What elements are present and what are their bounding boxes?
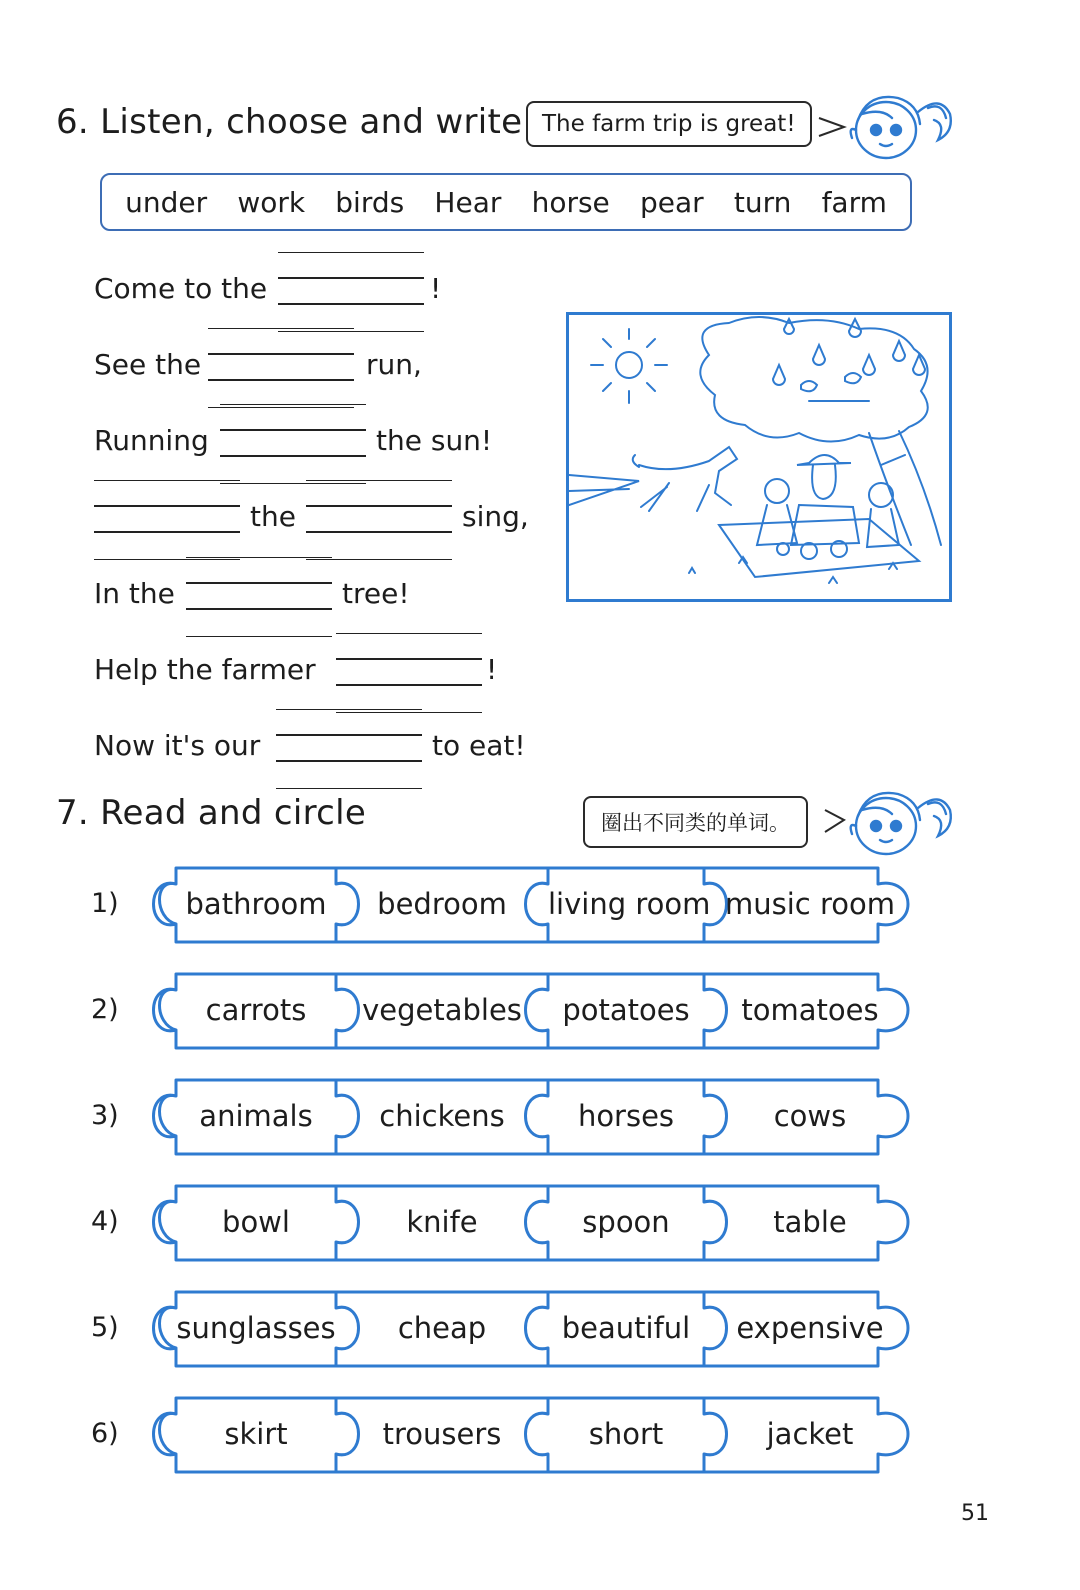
poem-line-5-end: tree!	[342, 577, 410, 610]
word-bank	[100, 173, 912, 231]
word-option[interactable]: sunglasses	[176, 1311, 336, 1345]
word-option[interactable]: animals	[199, 1099, 313, 1133]
poem-line-6-text: Help the farmer	[94, 653, 316, 686]
page-number: 51	[961, 1501, 989, 1526]
row-number: 6)	[91, 1418, 119, 1449]
puzzle-row	[0, 1396, 1080, 1476]
word-bank-item: work	[237, 185, 306, 219]
puzzle-row	[0, 1078, 1080, 1158]
word-option[interactable]: bathroom	[185, 887, 327, 921]
poem-line-3-end: the sun!	[376, 424, 493, 457]
poem-line-1-text: Come to the	[94, 272, 268, 305]
puzzle-row	[0, 1290, 1080, 1370]
farm-scene-icon	[569, 315, 949, 599]
answer-blank-4a[interactable]	[94, 505, 240, 533]
poem-line-4-end: sing,	[462, 500, 529, 533]
girl-face-icon	[842, 778, 958, 860]
puzzle-row	[0, 972, 1080, 1052]
word-option[interactable]: short	[588, 1417, 664, 1451]
puzzle-row	[0, 866, 1080, 946]
word-option[interactable]: tomatoes	[741, 993, 879, 1027]
word-bank-item: horse	[531, 185, 610, 219]
word-option[interactable]: cows	[773, 1099, 847, 1133]
speech-bubble-7: 圈出不同类的单词。	[583, 796, 808, 848]
answer-blank-5[interactable]	[186, 582, 332, 610]
word-option[interactable]: vegetables	[362, 993, 522, 1027]
word-bank-item: pear	[639, 185, 704, 219]
puzzle-row	[0, 1184, 1080, 1264]
answer-blank-1[interactable]	[278, 277, 424, 305]
speech-bubble-6: The farm trip is great!	[526, 101, 812, 147]
farm-picnic-illustration	[566, 312, 952, 602]
word-option[interactable]: beautiful	[561, 1311, 691, 1345]
girl-face-icon	[842, 84, 958, 164]
word-option[interactable]: potatoes	[562, 993, 690, 1027]
row-number: 1)	[91, 888, 119, 919]
poem-line-4-text: the	[250, 500, 296, 533]
row-number: 5)	[91, 1312, 119, 1343]
row-number: 2)	[91, 994, 119, 1025]
poem-line-2-text: See the	[94, 348, 202, 381]
poem-line-6-end: !	[486, 653, 498, 686]
word-bank-item: turn	[733, 185, 792, 219]
word-option[interactable]: table	[773, 1205, 847, 1239]
poem-line-5-text: In the	[94, 577, 175, 610]
word-option[interactable]: skirt	[224, 1417, 288, 1451]
answer-blank-4b[interactable]	[306, 505, 452, 533]
word-option[interactable]: jacket	[766, 1417, 854, 1451]
word-bank-item: under	[125, 185, 208, 219]
poem-line-7-text: Now it's our	[94, 729, 261, 762]
word-bank-item: farm	[821, 185, 887, 219]
section-7-title: 7. Read and circle	[56, 793, 367, 833]
poem-line-1-end: !	[430, 272, 442, 305]
word-option[interactable]: music room	[725, 887, 895, 921]
poem-line-3-text: Running	[94, 424, 209, 457]
poem-line-7-end: to eat!	[432, 729, 526, 762]
word-option[interactable]: carrots	[205, 993, 307, 1027]
answer-blank-6[interactable]	[336, 658, 482, 686]
word-option[interactable]: living room	[548, 887, 711, 921]
answer-blank-3[interactable]	[220, 429, 366, 457]
word-option[interactable]: horses	[577, 1099, 675, 1133]
word-option[interactable]: expensive	[736, 1311, 884, 1345]
word-option[interactable]: cheap	[397, 1311, 487, 1345]
row-number: 3)	[91, 1100, 119, 1131]
word-option[interactable]: spoon	[582, 1205, 670, 1239]
row-number: 4)	[91, 1206, 119, 1237]
answer-blank-7[interactable]	[276, 734, 422, 762]
word-option[interactable]: knife	[406, 1205, 478, 1239]
answer-blank-2[interactable]	[208, 353, 354, 381]
word-bank-item: Hear	[434, 185, 502, 219]
word-option[interactable]: trousers	[382, 1417, 502, 1451]
word-option[interactable]: bowl	[222, 1205, 290, 1239]
word-bank-item: birds	[335, 185, 405, 219]
section-6-title: 6. Listen, choose and write	[56, 102, 523, 142]
word-option[interactable]: bedroom	[377, 887, 507, 921]
word-option[interactable]: chickens	[379, 1099, 505, 1133]
poem-line-2-end: run,	[366, 348, 422, 381]
